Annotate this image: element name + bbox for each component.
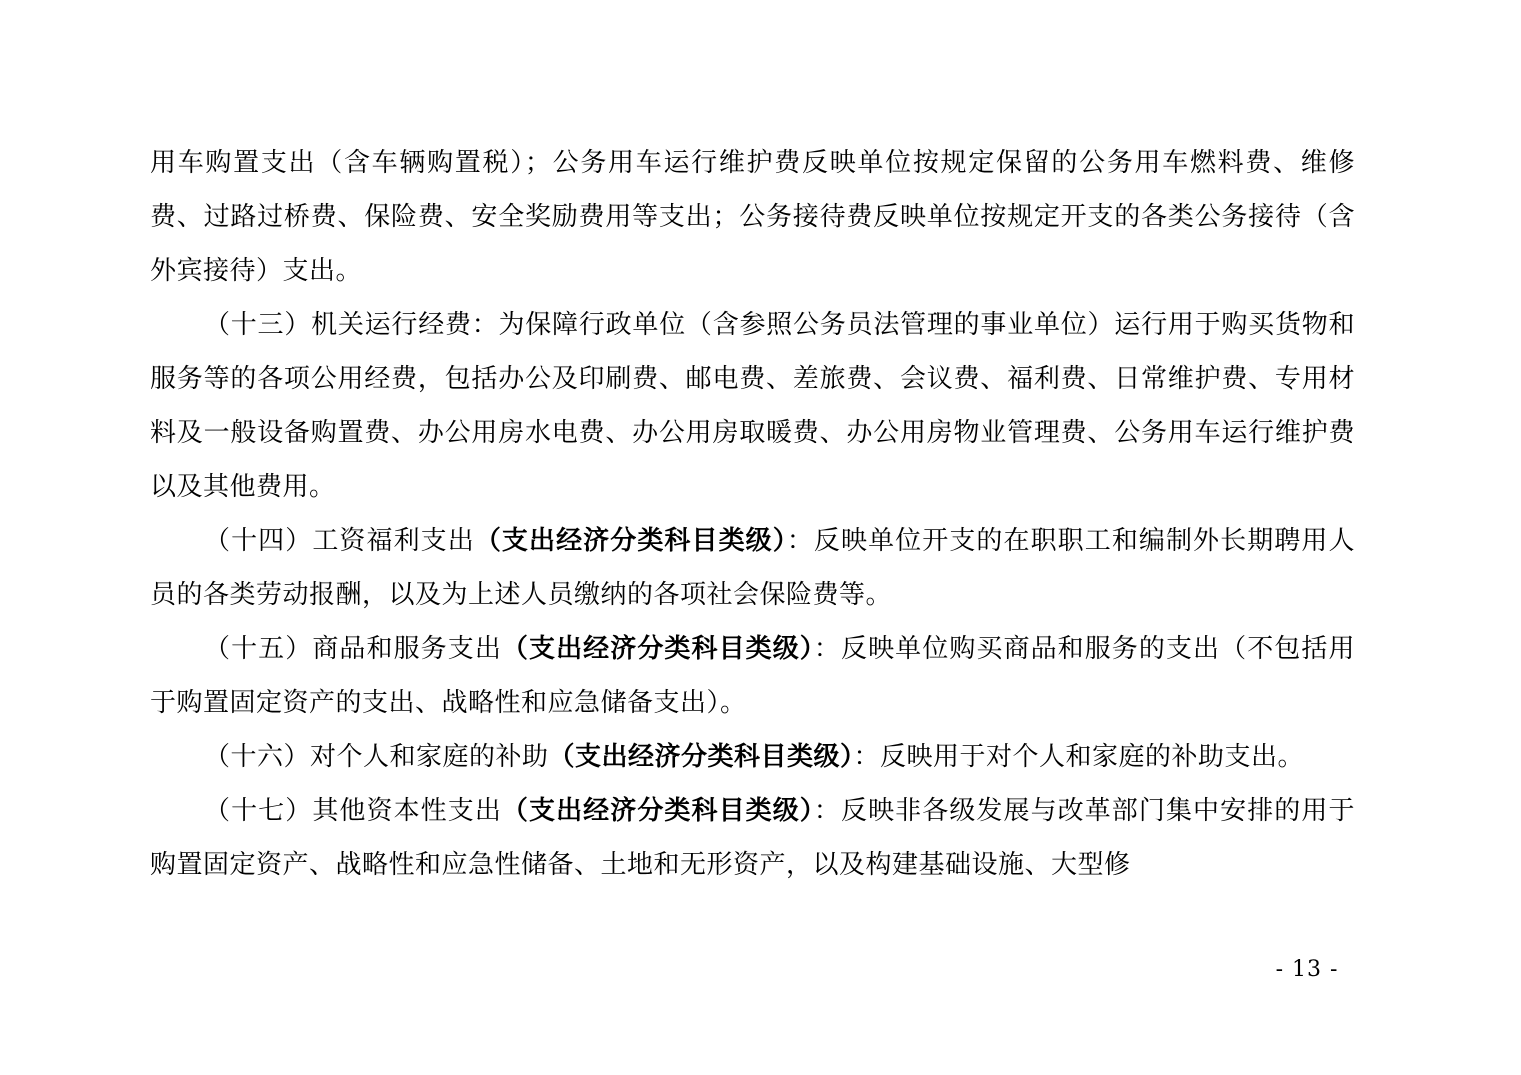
paragraph-lead: （十七）其他资本性支出 [204,796,502,826]
paragraph-lead: （十四）工资福利支出 [204,526,475,556]
paragraph-text: 用车购置支出（含车辆购置税）；公务用车运行维护费反映单位按规定保留的公务用车燃料费、维修费、过路过桥费、保险费、安全奖励费用等支出；公务接待费反映单位按规定开支的各类公务接待（含外宾接待）支出。 [150,148,1355,286]
paragraph-item-14 [150,514,1355,622]
paragraph-rest: ：反映单位购买商品和服务的支出（不包括用于购置固定资产的支出、战略性和应急储备支出）。 [150,634,1355,718]
document-body [150,136,1355,892]
paragraph-bold-note: （支出经济分类科目类级） [474,526,787,556]
paragraph-lead: （十六）对个人和家庭的补助 [204,742,549,772]
paragraph-item-15 [150,622,1355,730]
paragraph-vehicle-expenses [150,136,1355,298]
paragraph-item-16 [150,730,1355,784]
paragraph-rest: ：反映单位开支的在职职工和编制外长期聘用人员的各类劳动报酬，以及为上述人员缴纳的各项社会保险费等。 [150,526,1355,610]
paragraph-bold-note: （支出经济分类科目类级） [501,634,814,664]
paragraph-text: （十三）机关运行经费：为保障行政单位（含参照公务员法管理的事业单位）运行用于购买货物和服务等的各项公用经费，包括办公及印刷费、邮电费、差旅费、会议费、福利费、日常维护费、专用材料及一般设备购置费、办公用房水电费、办公用房取暖费、办公用房物业管理费、公务用车运行维护费以及其他费用。 [150,310,1355,502]
paragraph-bold-note: （支出经济分类科目类级） [501,796,814,826]
paragraph-lead: （十五）商品和服务支出 [204,634,502,664]
paragraph-bold-note: （支出经济分类科目类级） [548,742,854,772]
paragraph-rest: ：反映用于对个人和家庭的补助支出。 [853,742,1305,772]
paragraph-rest: ：反映非各级发展与改革部门集中安排的用于购置固定资产、战略性和应急性储备、土地和无形资产，以及构建基础设施、大型修 [150,796,1355,880]
page-number: - 13 - [1275,957,1339,982]
paragraph-item-17 [150,784,1355,892]
paragraph-item-13 [150,298,1355,514]
